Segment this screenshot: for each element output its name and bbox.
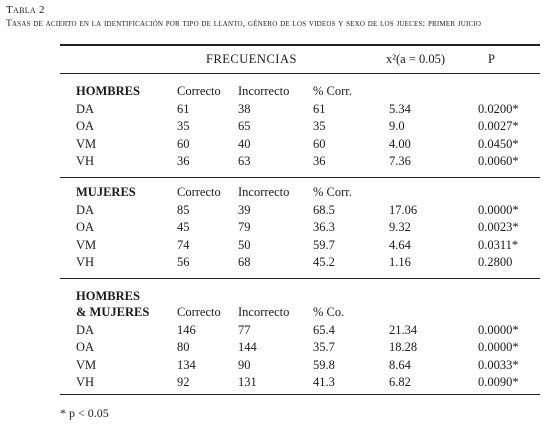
cell-type: VH	[76, 375, 95, 389]
column-header-pct: % Corr.	[313, 84, 352, 98]
cell-correct: 92	[177, 375, 190, 389]
bottom-rule	[60, 394, 540, 395]
cell-chi: 9.32	[389, 220, 411, 234]
cell-pct: 41.3	[313, 375, 335, 389]
cell-incorrect: 65	[238, 119, 251, 133]
cell-pct: 68.5	[313, 202, 335, 217]
cell-chi: 5.34	[389, 101, 411, 116]
cell-chi: 6.82	[389, 375, 411, 389]
cell-chi: 4.00	[389, 136, 411, 151]
header-chi: x²(a = 0.05)	[386, 52, 446, 66]
cell-pct: 35.7	[313, 340, 335, 354]
cell-p: 0.0000*	[478, 202, 519, 217]
header-p: P	[488, 52, 495, 66]
cell-p: 0.0027*	[478, 119, 519, 133]
column-header-pct: % Co.	[313, 305, 345, 319]
header-rule	[60, 73, 540, 74]
group-divider-1	[60, 177, 540, 178]
cell-type: OA	[76, 340, 95, 354]
group-title: & MUJERES	[76, 305, 150, 319]
cell-type: DA	[76, 202, 95, 217]
column-header-incorrect: Incorrecto	[238, 84, 290, 98]
cell-correct: 85	[177, 202, 190, 217]
cell-p: 0.0023*	[478, 220, 519, 234]
cell-incorrect: 90	[238, 357, 251, 372]
cell-type: DA	[76, 101, 95, 116]
cell-p: 0.0060*	[478, 154, 519, 168]
cell-p: 0.0000*	[478, 322, 519, 337]
cell-type: OA	[76, 220, 95, 234]
cell-incorrect: 77	[238, 322, 251, 337]
cell-incorrect: 68	[238, 255, 251, 269]
cell-correct: 45	[177, 220, 190, 234]
cell-type: VH	[76, 255, 95, 269]
table-label: Tabla 2	[6, 4, 45, 16]
footnote: * p < 0.05	[60, 406, 109, 420]
cell-pct: 61	[313, 101, 326, 116]
cell-incorrect: 131	[238, 375, 257, 389]
cell-correct: 146	[177, 322, 196, 337]
cell-incorrect: 63	[238, 154, 251, 168]
cell-incorrect: 144	[238, 340, 257, 354]
cell-chi: 1.16	[389, 255, 411, 269]
table-caption: Tasas de acierto en la identificación por tipo de llanto, género de los videos y sexo de los jueces: primer juicio	[6, 19, 482, 29]
cell-pct: 45.2	[313, 255, 335, 269]
column-header-correct: Correcto	[177, 305, 221, 319]
cell-p: 0.2800	[478, 255, 513, 269]
cell-correct: 60	[177, 136, 190, 151]
group-title: HOMBRES	[76, 289, 140, 303]
cell-p: 0.0090*	[478, 375, 519, 389]
cell-correct: 80	[177, 340, 190, 354]
cell-pct: 35	[313, 119, 326, 133]
column-header-incorrect: Incorrecto	[238, 305, 290, 319]
cell-pct: 65.4	[313, 322, 335, 337]
cell-type: OA	[76, 119, 95, 133]
cell-p: 0.0033*	[478, 357, 519, 372]
cell-p: 0.0200*	[478, 101, 519, 116]
cell-correct: 74	[177, 237, 190, 252]
column-header-correct: Correcto	[177, 185, 221, 199]
cell-type: VM	[76, 237, 97, 252]
cell-chi: 9.0	[389, 119, 405, 133]
cell-p: 0.0450*	[478, 136, 519, 151]
cell-chi: 7.36	[389, 154, 411, 168]
cell-type: VM	[76, 357, 97, 372]
cell-incorrect: 39	[238, 202, 251, 217]
cell-chi: 21.34	[389, 322, 418, 337]
cell-correct: 61	[177, 101, 190, 116]
cell-p: 0.0311*	[478, 237, 519, 252]
cell-pct: 36.3	[313, 220, 335, 234]
cell-chi: 18.28	[389, 340, 418, 354]
cell-type: VH	[76, 154, 95, 168]
column-header-incorrect: Incorrecto	[238, 185, 290, 199]
cell-correct: 36	[177, 154, 190, 168]
top-rule	[60, 44, 540, 46]
cell-chi: 17.06	[389, 202, 418, 217]
cell-incorrect: 79	[238, 220, 251, 234]
column-header-pct: % Corr.	[313, 185, 352, 199]
column-header-correct: Correcto	[177, 84, 221, 98]
cell-p: 0.0000*	[478, 340, 519, 354]
cell-type: DA	[76, 322, 95, 337]
header-frequencies: FRECUENCIAS	[206, 52, 297, 66]
cell-correct: 134	[177, 357, 196, 372]
cell-correct: 56	[177, 255, 190, 269]
group-title: MUJERES	[76, 185, 136, 199]
cell-pct: 59.7	[313, 237, 335, 252]
cell-pct: 36	[313, 154, 326, 168]
cell-incorrect: 38	[238, 101, 251, 116]
cell-chi: 4.64	[389, 237, 411, 252]
cell-incorrect: 40	[238, 136, 251, 151]
cell-type: VM	[76, 136, 97, 151]
cell-correct: 35	[177, 119, 190, 133]
cell-chi: 8.64	[389, 357, 411, 372]
group-title: HOMBRES	[76, 84, 140, 98]
cell-pct: 59.8	[313, 357, 335, 372]
cell-incorrect: 50	[238, 237, 251, 252]
group-divider-2	[60, 278, 540, 279]
cell-pct: 60	[313, 136, 326, 151]
